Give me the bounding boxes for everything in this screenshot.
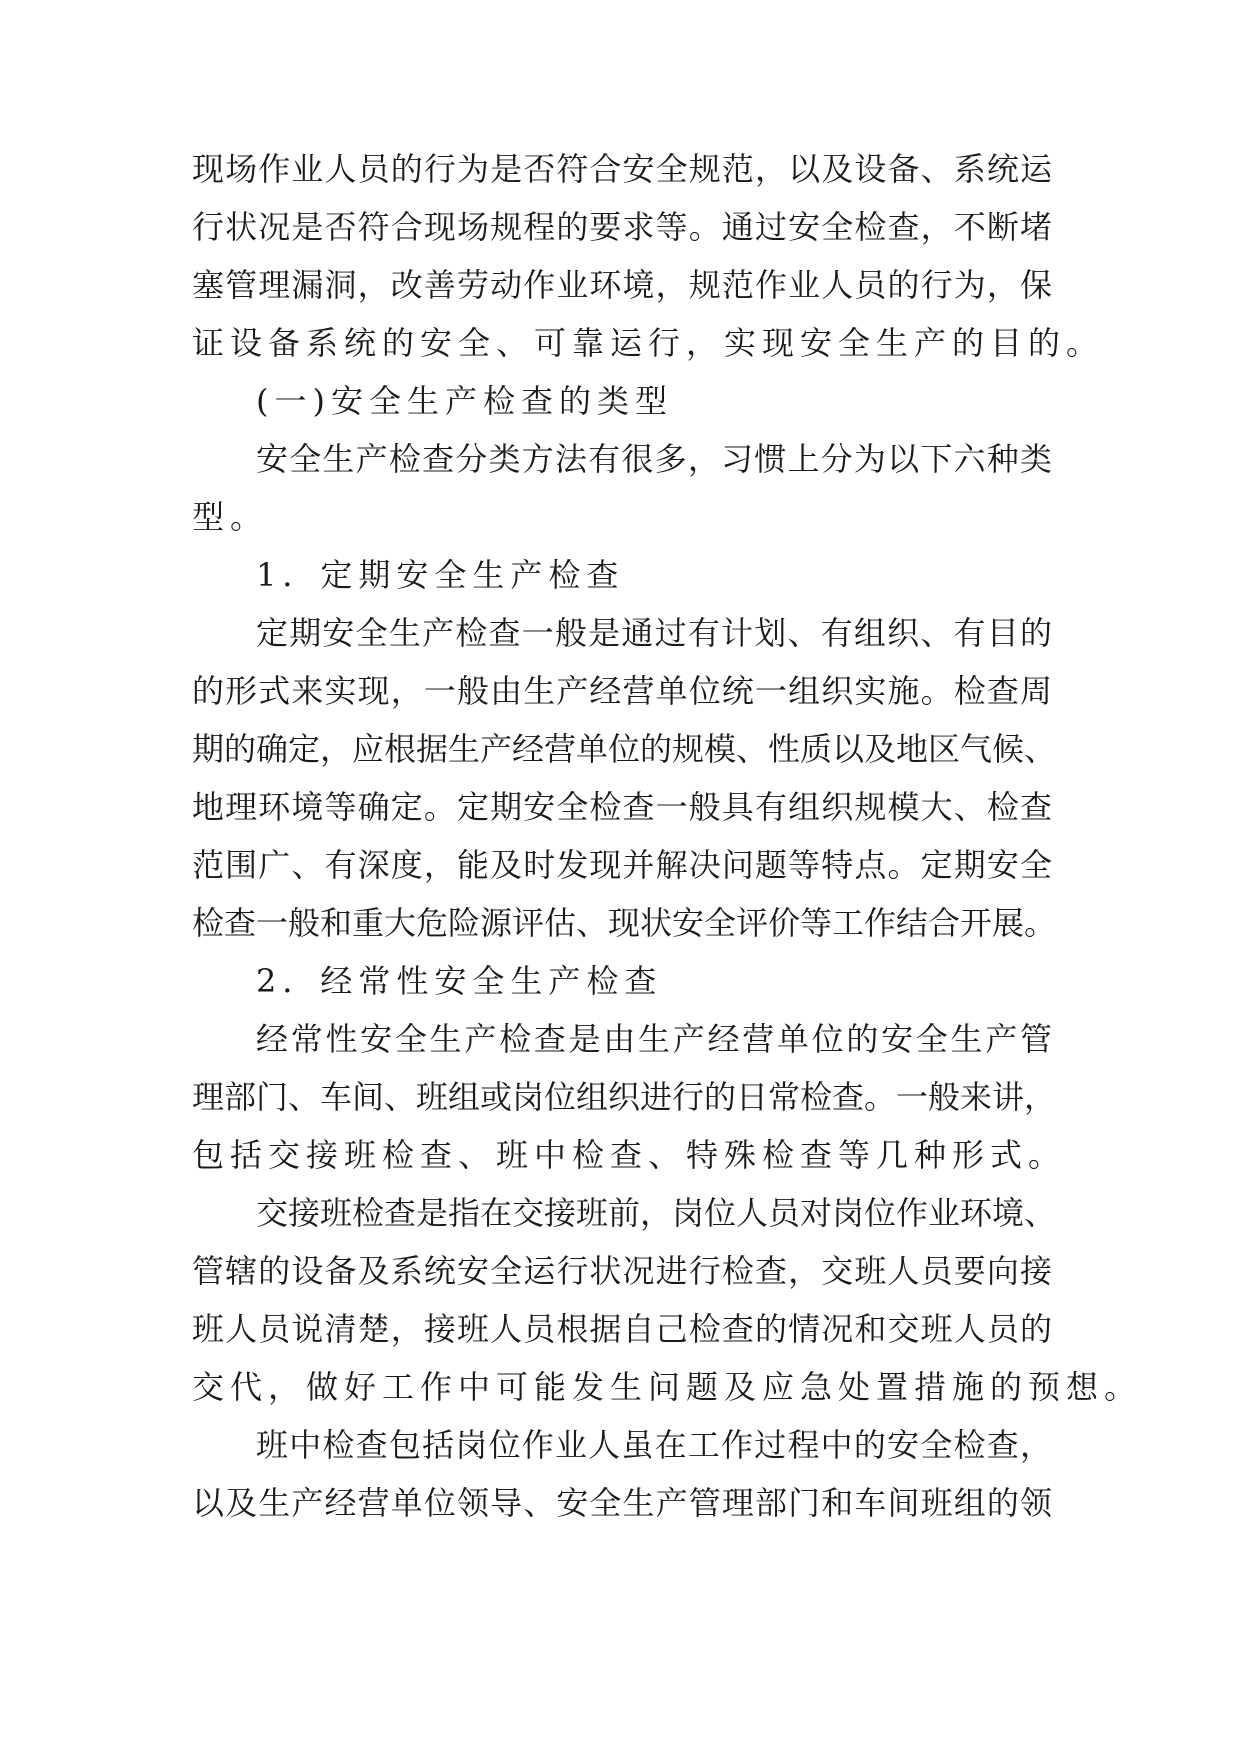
- paragraph-line: 理部门、车间、班组或岗位组织进行的日常检查。一般来讲，: [192, 1078, 1057, 1116]
- paragraph-line: 范围广、有深度，能及时发现并解决问题等特点。定期安全: [192, 846, 1052, 884]
- paragraph-line: 交代，做好工作中可能发生问题及应急处置措施的预想。: [192, 1368, 1143, 1406]
- document-body: [192, 140, 1143, 1532]
- paragraph-line: 检查一般和重大危险源评估、现状安全评价等工作结合开展。: [192, 904, 1057, 942]
- paragraph-line: 现场作业人员的行为是否符合安全规范，以及设备、系统运: [192, 150, 1052, 188]
- subsection-heading: 2．经常性安全生产检查: [256, 962, 663, 1000]
- paragraph-line: 定期安全生产检查一般是通过有计划、有组织、有目的: [256, 614, 1052, 652]
- section-heading: (一)安全生产检查的类型: [256, 382, 673, 420]
- paragraph-line: 期的确定，应根据生产经营单位的规模、性质以及地区气候、: [192, 730, 1057, 768]
- paragraph-line: 型。: [192, 498, 269, 536]
- paragraph-line: 的形式来实现，一般由生产经营单位统一组织实施。检查周: [192, 672, 1052, 710]
- paragraph-line: 班中检查包括岗位作业人虽在工作过程中的安全检查，: [256, 1426, 1052, 1464]
- paragraph-line: 交接班检查是指在交接班前，岗位人员对岗位作业环境、: [256, 1194, 1057, 1232]
- paragraph-line: 安全生产检查分类方法有很多，习惯上分为以下六种类: [256, 440, 1052, 478]
- subsection-heading: 1．定期安全生产检查: [256, 556, 625, 594]
- paragraph-line: 经常性安全生产检查是由生产经营单位的安全生产管: [256, 1020, 1052, 1058]
- paragraph-line: 以及生产经营单位领导、安全生产管理部门和车间班组的领: [192, 1484, 1052, 1522]
- paragraph-line: 行状况是否符合现场规程的要求等。通过安全检查，不断堵: [192, 208, 1052, 246]
- paragraph-line: 班人员说清楚，接班人员根据自己检查的情况和交班人员的: [192, 1310, 1052, 1348]
- paragraph-line: 管辖的设备及系统安全运行状况进行检查，交班人员要向接: [192, 1252, 1052, 1290]
- paragraph-line: 证设备系统的安全、可靠运行，实现安全生产的目的。: [192, 324, 1105, 362]
- paragraph-line: 包括交接班检查、班中检查、特殊检查等几种形式。: [192, 1136, 1067, 1174]
- paragraph-line: 塞管理漏洞，改善劳动作业环境，规范作业人员的行为，保: [192, 266, 1052, 304]
- paragraph-line: 地理环境等确定。定期安全检查一般具有组织规模大、检查: [192, 788, 1052, 826]
